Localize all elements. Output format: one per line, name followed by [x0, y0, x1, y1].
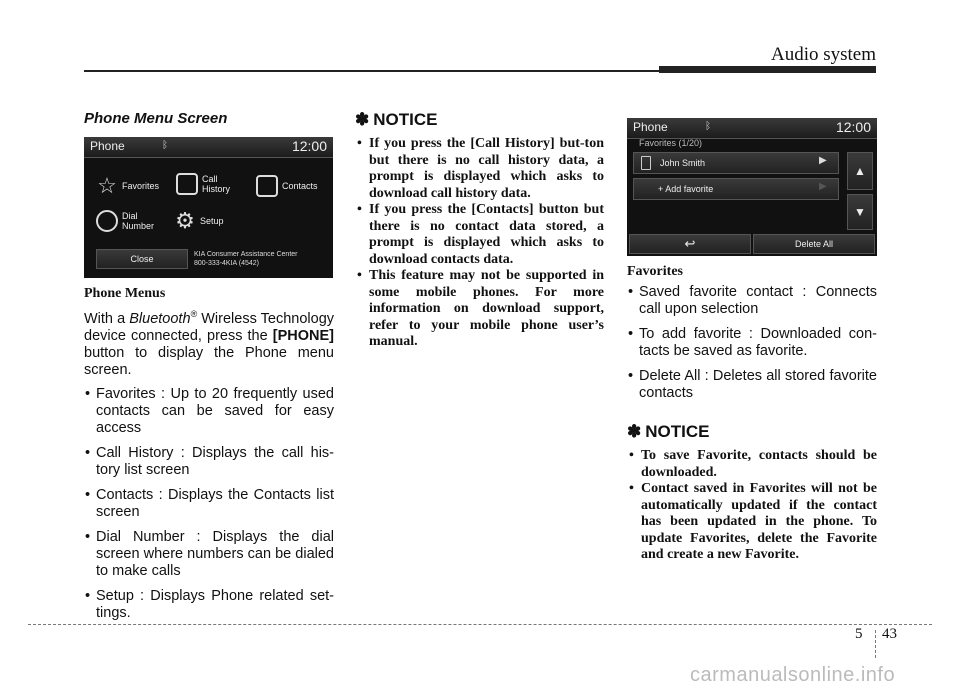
bluetooth-icon: ᛒ [162, 140, 168, 151]
menu-dial-number[interactable]: Dial Number [96, 210, 154, 232]
scroll-up-icon: ▲ [854, 164, 866, 178]
add-favorite-button[interactable]: + Add favorite [633, 178, 839, 200]
header-rule-thick [659, 66, 876, 73]
figure-caption: Favorites [627, 264, 683, 279]
contacts-icon [256, 175, 278, 197]
list-item: • Setup : Displays Phone related set-tings. [84, 588, 334, 622]
list-item: • Call History : Displays the call his-tory list screen [84, 445, 334, 479]
phone-icon [641, 156, 651, 170]
running-header: Audio system [770, 44, 876, 65]
watermark: carmanualsonline.info [690, 664, 896, 686]
notice-asterisk-icon: ✽ [627, 422, 642, 441]
notice-heading: ✽ NOTICE [355, 110, 438, 129]
figure-caption: Phone Menus [84, 286, 166, 301]
back-button[interactable] [629, 234, 751, 254]
screen-status-bar [627, 118, 877, 139]
favorites-count: Favorites (1/20) [639, 138, 703, 148]
screen-status-bar [84, 137, 333, 158]
menu-contacts[interactable]: Contacts [256, 175, 318, 197]
notice-heading: ✽ NOTICE [627, 422, 710, 441]
scroll-down-icon: ▼ [854, 205, 866, 219]
scroll-down-button[interactable] [847, 194, 873, 230]
menu-setup[interactable]: ⚙ Setup [175, 208, 224, 233]
star-icon: ☆ [97, 173, 117, 198]
section-title: Phone Menu Screen [84, 110, 228, 127]
column-favorites [627, 118, 877, 564]
menu-favorites[interactable]: ☆ Favorites [97, 173, 160, 198]
screen-title: Phone [90, 139, 125, 153]
list-item: • To add favorite : Downloaded con-tacts be saved as favorite. [627, 326, 877, 360]
phone-menu-list [84, 386, 334, 622]
gear-icon: ⚙ [175, 208, 195, 233]
column-phone-menu [84, 110, 334, 630]
kia-assistance-info: KIA Consumer Assistance Center 800-333-4KIA (4542) [194, 251, 298, 267]
page-number: 43 [882, 626, 897, 642]
list-item: • Delete All : Deletes all stored favorite contacts [627, 368, 877, 402]
list-item: • To save Favorite, contacts should be downloaded. [627, 448, 877, 481]
screen-clock: 12:00 [291, 138, 327, 154]
notice-list [627, 448, 877, 564]
favorites-list [627, 284, 877, 402]
dial-icon [96, 210, 118, 232]
screen-clock: 12:00 [835, 119, 871, 135]
close-button[interactable]: Close [96, 249, 188, 269]
menu-call-history[interactable]: Call History [176, 173, 230, 195]
list-item: • If you press the [Call History] but-ton but there is no call history data, a prompt is displayed which asks to download call history data. [355, 136, 604, 202]
header-rule-thin [84, 70, 659, 72]
play-icon-disabled: ▶ [819, 181, 827, 192]
screen-title: Phone [633, 120, 668, 134]
call-history-icon [176, 173, 198, 195]
list-item: • Favorites : Up to 20 frequently used contacts can be saved for easy access [84, 386, 334, 437]
phone-menu-screenshot [84, 137, 333, 278]
play-icon: ▶ [819, 155, 827, 166]
list-item: • This feature may not be supported in some mobile phones. For more information on download support, refer to your mobile phone user’s manual. [355, 268, 604, 351]
list-item: • Contacts : Displays the Contacts list screen [84, 487, 334, 521]
bluetooth-icon: ᛒ [705, 121, 711, 132]
list-item: • Contact saved in Favorites will not be automatically updated if the contact has been updated in the phone. To update Favorites, delete the Favorite and create a new Favorite. [627, 481, 877, 564]
column-notice [355, 110, 604, 351]
notice-list [355, 136, 604, 351]
list-item: • If you press the [Contacts] button but there is no contact data stored, a prompt is displayed which asks to download contacts data. [355, 202, 604, 268]
footer-rule [28, 624, 932, 625]
list-item: • Dial Number : Displays the dial screen where numbers can be dialed to make calls [84, 529, 334, 580]
delete-all-button[interactable]: Delete All [753, 234, 875, 254]
favorite-row-john-smith[interactable]: John Smith [633, 152, 839, 174]
list-item: • Saved favorite contact : Connects call upon selection [627, 284, 877, 318]
notice-asterisk-icon: ✽ [355, 110, 370, 129]
back-icon: ↩ [684, 236, 696, 251]
page-number-separator [875, 630, 876, 658]
favorites-screenshot [627, 118, 877, 256]
chapter-number: 5 [855, 626, 863, 642]
scroll-up-button[interactable] [847, 152, 873, 190]
intro-paragraph: With a Bluetooth® Wireless Technology device connected, press the [PHONE] button to display the Phone menu screen. [84, 309, 335, 378]
